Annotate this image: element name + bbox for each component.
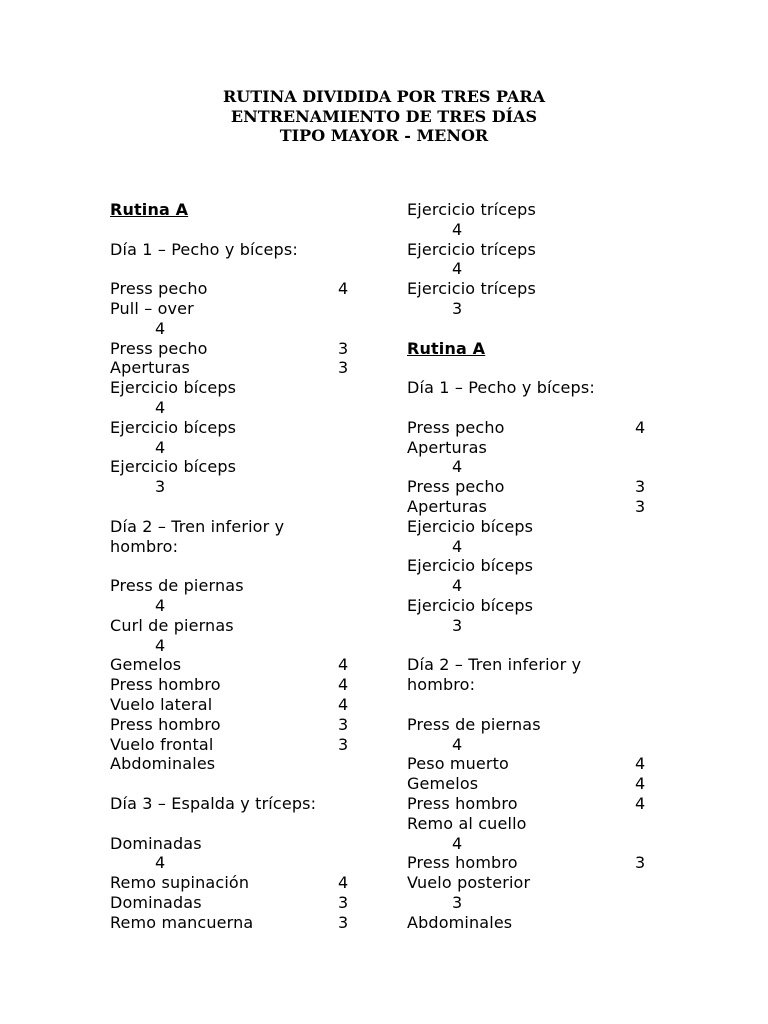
series-count: 4 (635, 774, 646, 794)
text-line: Ejercicio tríceps (407, 279, 536, 299)
text-line: Día 1 – Pecho y bíceps: (110, 239, 298, 259)
blank-line (407, 695, 707, 715)
series-count: 4 (635, 754, 646, 774)
exercise-row (407, 418, 707, 438)
text-line: Ejercicio bíceps (407, 516, 534, 536)
exercise-row (110, 358, 410, 378)
series-count: 4 (452, 536, 463, 556)
exercise-name: Press hombro (110, 714, 221, 734)
exercise-row (110, 913, 410, 933)
exercise-row (110, 339, 410, 359)
text-line: Día 2 – Tren inferior y (407, 655, 582, 675)
text-line: Vuelo posterior (407, 873, 531, 893)
exercise-name: Press pecho (110, 279, 208, 299)
text-line: Ejercicio tríceps (407, 239, 536, 259)
series-count-line (407, 616, 707, 636)
exercise-row (110, 715, 410, 735)
series-count: 4 (338, 873, 349, 893)
series-count-line (110, 319, 410, 339)
series-count: 3 (452, 298, 463, 318)
series-count: 3 (338, 734, 349, 754)
series-count: 4 (338, 675, 349, 695)
series-count: 3 (338, 912, 349, 932)
series-count: 4 (155, 635, 166, 655)
series-count: 4 (155, 397, 166, 417)
text-line: Ejercicio bíceps (407, 595, 534, 615)
exercise-name: Press hombro (407, 853, 518, 873)
blank-line (110, 556, 410, 576)
blank-line (110, 220, 410, 240)
text-line: Press de piernas (110, 576, 244, 596)
text-line: Pull – over (110, 298, 194, 318)
series-count-line (110, 636, 410, 656)
exercise-name: Press pecho (110, 338, 208, 358)
series-count: 3 (155, 477, 166, 497)
text-line: Ejercicio bíceps (407, 556, 534, 576)
series-count: 4 (452, 259, 463, 279)
series-count-line (110, 398, 410, 418)
series-count-line (110, 477, 410, 497)
exercise-name: Vuelo frontal (110, 734, 214, 754)
text-line: Dominadas (110, 833, 202, 853)
exercise-row (407, 853, 707, 873)
series-count: 4 (155, 595, 166, 615)
series-count: 4 (452, 576, 463, 596)
series-count: 3 (452, 615, 463, 635)
exercise-row (407, 774, 707, 794)
series-count: 4 (635, 793, 646, 813)
exercise-name: Gemelos (110, 655, 182, 675)
exercise-name: Remo supinación (110, 873, 250, 893)
series-count: 3 (338, 892, 349, 912)
blank-line (407, 358, 707, 378)
series-count: 4 (452, 734, 463, 754)
series-count-line (407, 259, 707, 279)
series-count-line (407, 299, 707, 319)
routine-heading: Rutina A (407, 338, 486, 358)
blank-line (407, 398, 707, 418)
left-column (110, 200, 410, 932)
series-count: 3 (338, 338, 349, 358)
series-count: 4 (155, 318, 166, 338)
exercise-row (110, 655, 410, 675)
series-count: 4 (155, 853, 166, 873)
series-count: 4 (452, 457, 463, 477)
series-count-line (407, 735, 707, 755)
document-title-line-3: TIPO MAYOR - MENOR (279, 126, 489, 146)
text-line: Curl de piernas (110, 615, 234, 635)
series-count: 4 (338, 694, 349, 714)
text-line: Día 1 – Pecho y bíceps: (407, 378, 595, 398)
text-line: Día 2 – Tren inferior y (110, 516, 285, 536)
blank-line (110, 259, 410, 279)
text-line: Ejercicio bíceps (110, 417, 237, 437)
blank-line (110, 497, 410, 517)
document-title-line-1: RUTINA DIVIDIDA POR TRES PARA (222, 87, 546, 106)
series-count: 4 (338, 655, 349, 675)
blank-line (110, 814, 410, 834)
text-line: Aperturas (407, 437, 488, 457)
series-count-line (110, 853, 410, 873)
series-count: 4 (452, 219, 463, 239)
exercise-row (110, 735, 410, 755)
series-count-line (407, 893, 707, 913)
exercise-name: Aperturas (407, 496, 488, 516)
exercise-name: Press pecho (407, 417, 505, 437)
series-count-line (407, 576, 707, 596)
routine-heading: Rutina A (110, 200, 189, 219)
exercise-row (110, 675, 410, 695)
right-column (407, 200, 707, 932)
exercise-name: Dominadas (110, 892, 202, 912)
text-line: Día 3 – Espalda y tríceps: (110, 793, 317, 813)
exercise-row (110, 695, 410, 715)
series-count: 3 (338, 358, 349, 378)
exercise-name: Vuelo lateral (110, 694, 213, 714)
series-count: 3 (338, 714, 349, 734)
blank-line (110, 774, 410, 794)
exercise-name: Gemelos (407, 774, 479, 794)
series-count: 4 (338, 279, 349, 299)
text-line: Abdominales (407, 912, 513, 932)
blank-line (407, 319, 707, 339)
series-count-line (110, 596, 410, 616)
blank-line (407, 636, 707, 656)
series-count: 3 (452, 892, 463, 912)
series-count: 4 (155, 437, 166, 457)
exercise-name: Peso muerto (407, 754, 509, 774)
exercise-name: Aperturas (110, 358, 191, 378)
document-title-line-2: ENTRENAMIENTO DE TRES DÍAS (230, 106, 538, 126)
exercise-row (407, 477, 707, 497)
series-count: 3 (635, 496, 646, 516)
text-line: Ejercicio bíceps (110, 457, 237, 477)
text-line: hombro: (407, 675, 476, 695)
series-count-line (407, 834, 707, 854)
series-count: 3 (635, 477, 646, 497)
series-count-line (407, 457, 707, 477)
series-count: 4 (635, 417, 646, 437)
text-line: Ejercicio tríceps (407, 200, 536, 219)
exercise-row (407, 794, 707, 814)
exercise-name: Remo mancuerna (110, 912, 254, 932)
text-line: Ejercicio bíceps (110, 378, 237, 398)
text-line: Abdominales (110, 754, 216, 774)
exercise-row (110, 873, 410, 893)
exercise-name: Press pecho (407, 477, 505, 497)
exercise-row (110, 279, 410, 299)
series-count: 3 (635, 853, 646, 873)
series-count-line (110, 438, 410, 458)
text-line: Remo al cuello (407, 813, 527, 833)
exercise-row (407, 754, 707, 774)
series-count-line (407, 220, 707, 240)
series-count-line (407, 537, 707, 557)
exercise-row (110, 893, 410, 913)
exercise-name: Press hombro (110, 675, 221, 695)
text-line: hombro: (110, 536, 179, 556)
exercise-row (407, 497, 707, 517)
series-count: 4 (452, 833, 463, 853)
exercise-name: Press hombro (407, 793, 518, 813)
text-line: Press de piernas (407, 714, 541, 734)
